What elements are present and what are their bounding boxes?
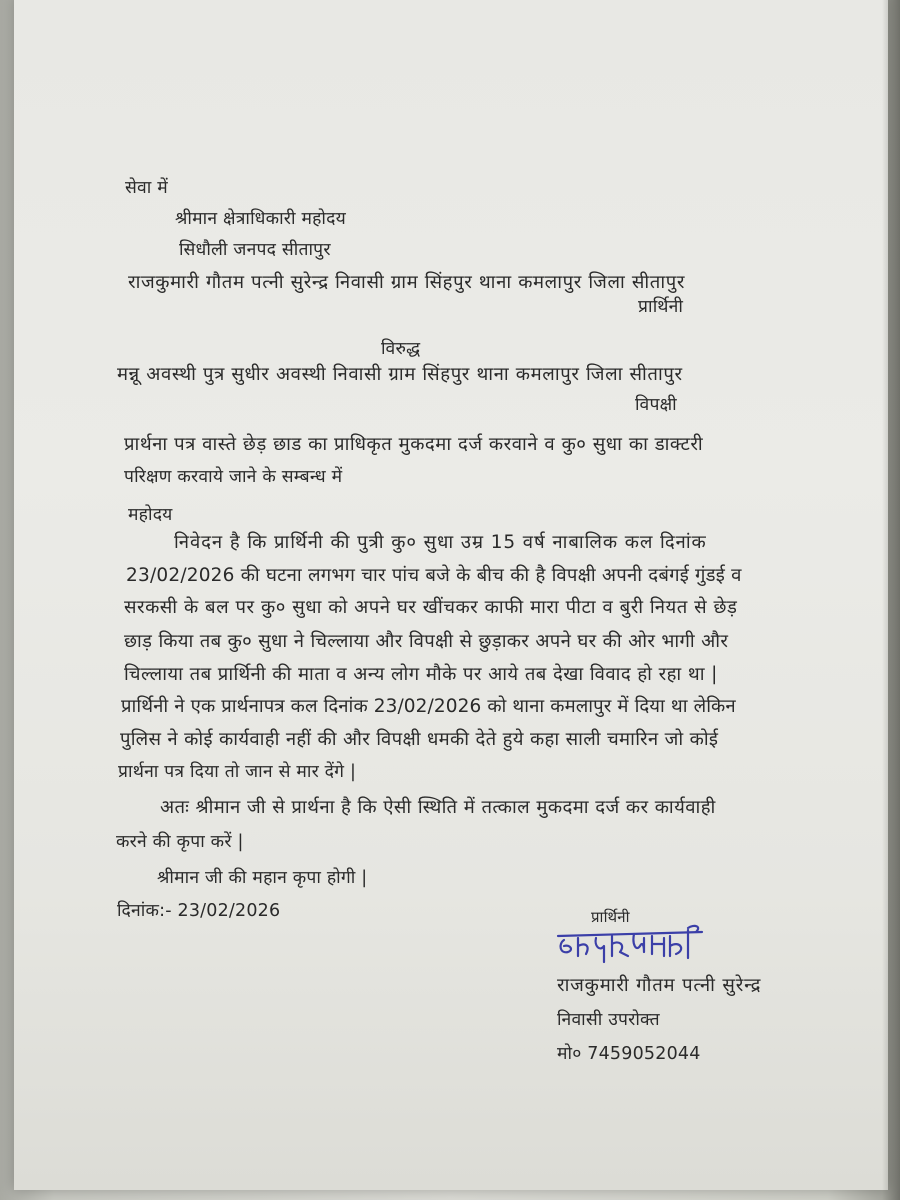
signatory-name: राजकुमारी गौतम पत्नी सुरेन्द्र — [557, 975, 762, 996]
subject-line: प्रार्थना पत्र वास्ते छेड़ छाड का प्राधिकृत मुकदमा दर्ज करवाने व कु० सुधा का डाक्टरी — [124, 434, 704, 455]
signatory-residence: निवासी उपरोक्त — [557, 1010, 660, 1030]
body-line: चिल्लाया तब प्रार्थिनी की माता व अन्य लोग मौके पर आये तब देखा विवाद हो रहा था | — [124, 664, 718, 685]
applicant-role: प्रार्थिनी — [638, 297, 684, 317]
addressee-title: श्रीमान क्षेत्राधिकारी महोदय — [175, 209, 346, 229]
addressee-place: सिधौली जनपद सीतापुर — [179, 240, 331, 260]
body-line: पुलिस ने कोई कार्यवाही नहीं की और विपक्षी धमकी देते हुये कहा साली चमारिन जो कोई — [120, 729, 719, 750]
opponent-role: विपक्षी — [635, 395, 677, 415]
photo-shadow-edge — [882, 0, 900, 1200]
handwritten-signature — [556, 922, 706, 964]
closing-line: श्रीमान जी की महान कृपा होगी | — [157, 868, 368, 888]
body-line: निवेदन है कि प्रार्थिनी की पुत्री कु० सुधा उम्र 15 वर्ष नाबालिक कल दिनांक — [174, 532, 707, 553]
signatory-mobile: मो० 7459052044 — [557, 1044, 701, 1064]
body-line: 23/02/2026 की घटना लगभग चार पांच बजे के बीच की है विपक्षी अपनी दबंगई गुंडई व — [126, 565, 742, 586]
request-line: करने की कृपा करें | — [116, 832, 244, 852]
greeting: महोदय — [128, 505, 173, 525]
body-line: प्रार्थना पत्र दिया तो जान से मार देंगे | — [118, 762, 357, 782]
body-line: प्रार्थिनी ने एक प्रार्थनापत्र कल दिनांक 23/02/2026 को थाना कमलापुर में दिया था लेकिन — [121, 696, 736, 717]
body-line: छाड़ किया तब कु० सुधा ने चिल्लाया और विपक्षी से छुड़ाकर अपने घर की ओर भागी और — [124, 631, 729, 652]
applicant-line: राजकुमारी गौतम पत्नी सुरेन्द्र निवासी ग्राम सिंहपुर थाना कमलापुर जिला सीतापुर — [128, 272, 686, 293]
body-line: सरकसी के बल पर कु० सुधा को अपने घर खींचकर काफी मारा पीटा व बुरी नियत से छेड़ — [124, 597, 738, 618]
versus-label: विरुद्ध — [381, 339, 421, 359]
salutation-to: सेवा में — [125, 178, 168, 198]
opponent-line: मन्नू अवस्थी पुत्र सुधीर अवस्थी निवासी ग्राम सिंहपुर थाना कमलापुर जिला सीतापुर — [117, 364, 683, 385]
signature-role: प्रार्थिनी — [591, 908, 630, 926]
subject-line: परिक्षण करवाये जाने के सम्बन्ध में — [124, 467, 343, 487]
date-line: दिनांक:- 23/02/2026 — [117, 901, 281, 921]
request-line: अतः श्रीमान जी से प्रार्थना है कि ऐसी स्थिति में तत्काल मुकदमा दर्ज कर कार्यवाही — [160, 797, 716, 818]
letter-page — [14, 0, 888, 1190]
